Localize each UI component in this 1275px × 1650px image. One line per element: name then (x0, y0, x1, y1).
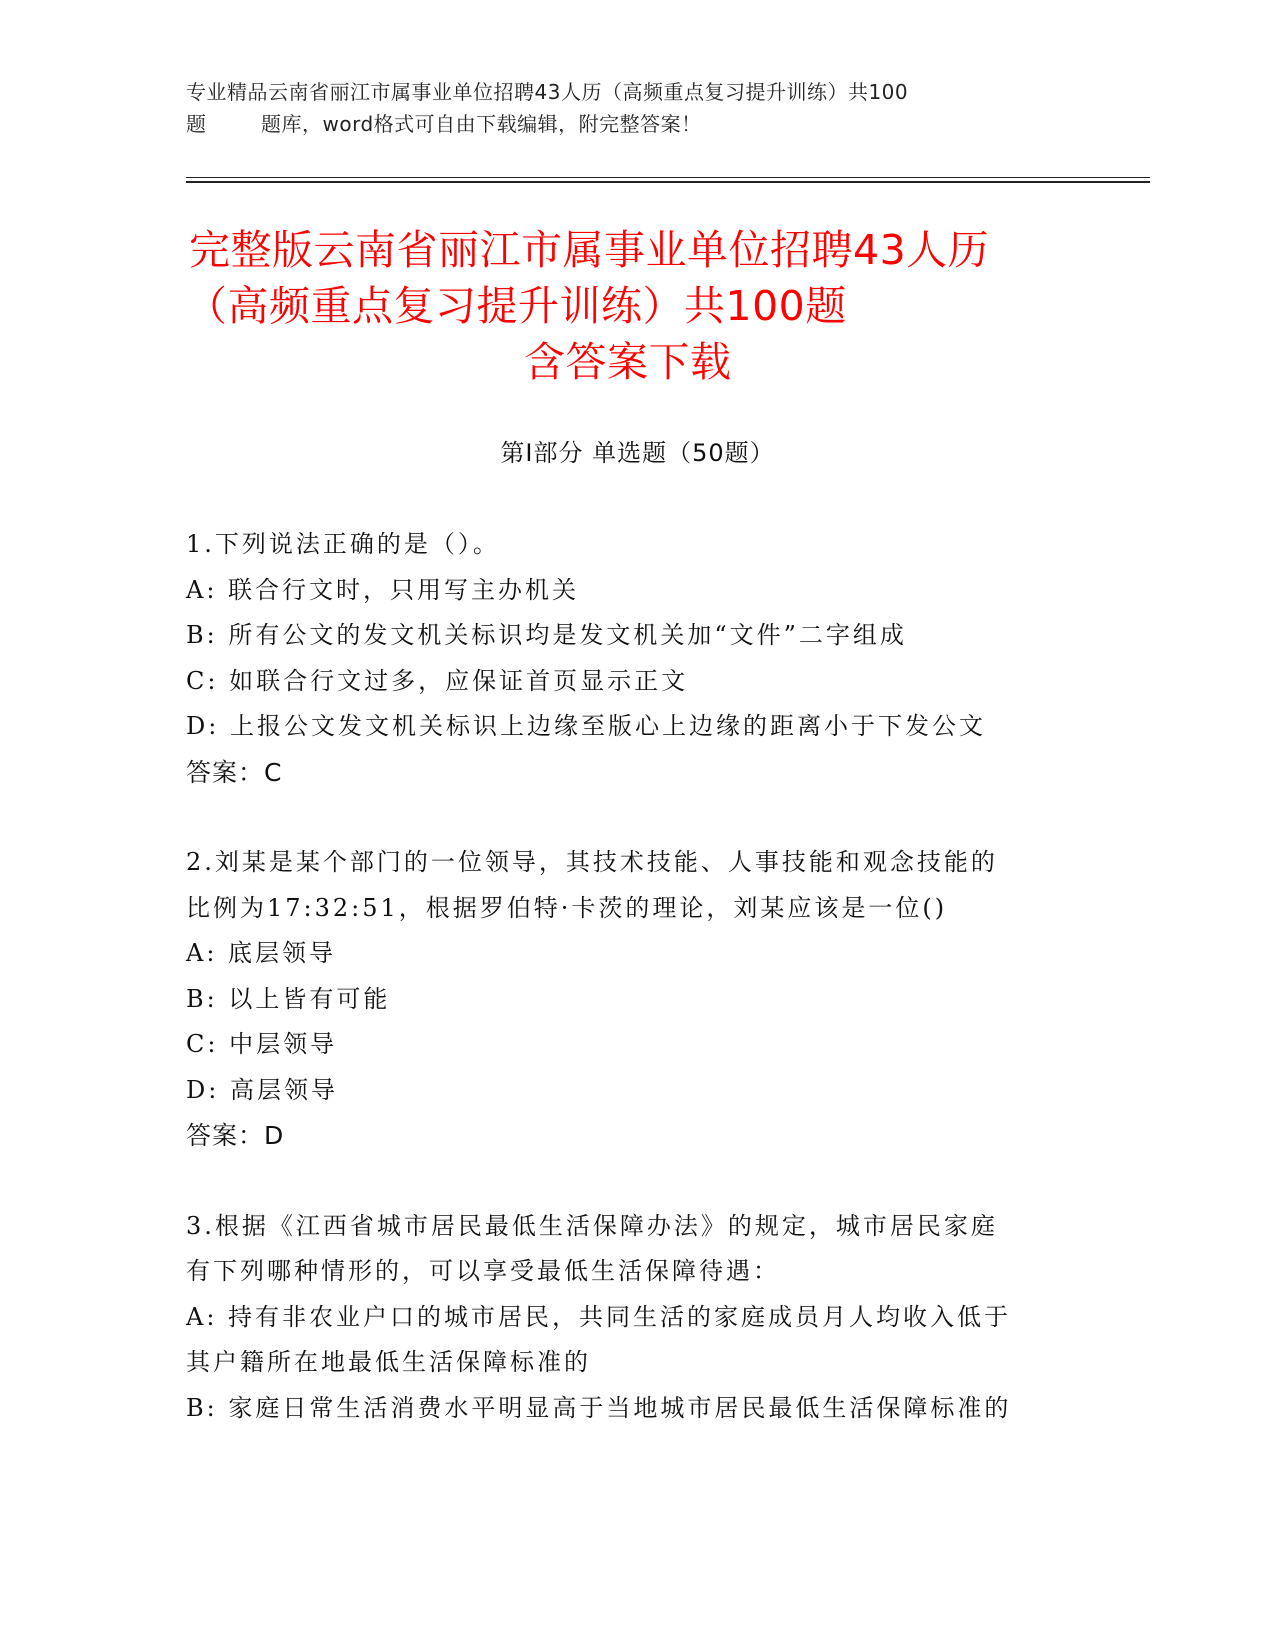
question-item (186, 522, 1086, 795)
question-answer: 答案：C (186, 757, 283, 787)
question-list (186, 522, 1086, 1431)
question-option: B: 家庭日常生活消费水平明显高于当地城市居民最低生活保障标准的 (186, 1393, 1012, 1422)
question-stem: 1.下列说法正确的是（）。 (186, 530, 500, 558)
question-option: C: 如联合行文过多，应保证首页显示正文 (186, 666, 689, 695)
question-option: C: 中层领导 (186, 1030, 338, 1058)
title-line-2: （高频重点复习提升训练）共100题 (186, 282, 847, 330)
question-option: D: 上报公文发文机关标识上边缘至版心上边缘的距离小于下发公文 (186, 712, 986, 740)
question-option: A: 联合行文时，只用写主办机关 (186, 575, 580, 604)
question-stem: 3.根据《江西省城市居民最低生活保障办法》的规定，城市居民家庭 (186, 1211, 998, 1240)
section-heading: 第Ⅰ部分 单选题（50题） (500, 439, 775, 467)
question-answer: 答案：D (186, 1121, 285, 1150)
question-option: B: 所有公文的发文机关标识均是发文机关加“文件”二字组成 (186, 621, 907, 649)
question-option: B: 以上皆有可能 (186, 984, 391, 1013)
question-option: 其户籍所在地最低生活保障标准的 (186, 1348, 591, 1376)
header-rule-thin (186, 177, 1150, 178)
title-line-1: 完整版云南省丽江市属事业单位招聘43人历 (189, 226, 990, 274)
question-option: A: 底层领导 (186, 939, 337, 967)
header-note-line1: 专业精品云南省丽江市属事业单位招聘43人历（高频重点复习提升训练）共100 (186, 80, 909, 104)
question-spacer (186, 1159, 1086, 1204)
header-note-line2-prefix: 题 (186, 112, 207, 136)
question-stem: 比例为17:32:51，根据罗伯特·卡茨的理论，刘某应该是一位() (186, 893, 948, 922)
question-spacer (186, 795, 1086, 840)
question-stem: 有下列哪种情形的，可以享受最低生活保障待遇： (186, 1257, 780, 1285)
header-note (186, 76, 1066, 140)
header-note-line2 (186, 108, 1066, 140)
header-note-line2-text: 题库，word格式可自由下载编辑，附完整答案！ (261, 112, 702, 136)
question-stem: 2.刘某是某个部门的一位领导，其技术技能、人事技能和观念技能的 (186, 848, 998, 876)
document-title (186, 222, 1086, 390)
question-item (186, 840, 1086, 1159)
question-option: D: 高层领导 (186, 1075, 338, 1104)
question-option: A: 持有非农业户口的城市居民，共同生活的家庭成员月人均收入低于 (186, 1302, 1012, 1331)
question-item (186, 1204, 1086, 1432)
title-line-3: 含答案下载 (524, 338, 732, 386)
header-rule-thick (186, 181, 1150, 183)
